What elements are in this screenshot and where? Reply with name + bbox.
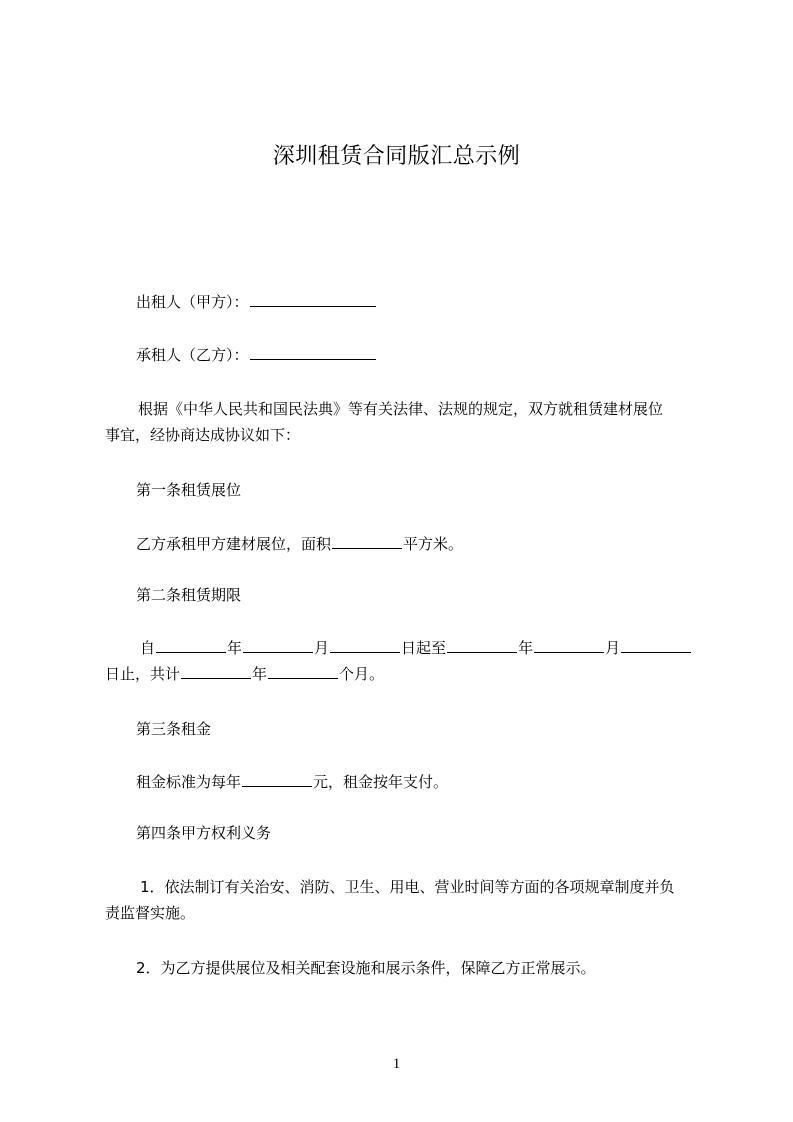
start-month-blank [243, 638, 313, 653]
article-2-heading: 第二条租赁期限 [136, 586, 242, 604]
page-number: 1 [392, 1056, 401, 1072]
term-day-start: 日起至 [401, 639, 447, 657]
term-months-unit: 个月。 [339, 665, 385, 683]
article-4-heading: 第四条甲方权利义务 [136, 824, 272, 842]
rent-text-b: 元，租金按年支付。 [313, 773, 449, 791]
article-1-text [136, 534, 463, 554]
start-year-blank [156, 638, 226, 653]
rent-amount-blank [242, 772, 312, 787]
start-day-blank [330, 638, 400, 653]
total-months-blank [268, 664, 338, 679]
article-3-heading: 第三条租金 [136, 720, 212, 738]
lessor-blank [250, 292, 376, 307]
term-month-1: 月 [314, 639, 330, 657]
article-1-text-b: 平方米。 [403, 535, 464, 553]
term-year-1: 年 [227, 639, 243, 657]
term-line-1 [140, 638, 692, 658]
end-month-blank [534, 638, 604, 653]
document-title: 深圳租赁合同版汇总示例 [272, 144, 521, 169]
item-2: 2．为乙方提供展位及相关配套设施和展示条件，保障乙方正常展示。 [136, 959, 596, 977]
article-1-text-a: 乙方承租甲方建材展位，面积 [136, 535, 332, 553]
end-year-blank [447, 638, 517, 653]
rent-text-a: 租金标准为每年 [136, 773, 242, 791]
rent-line [136, 772, 448, 792]
term-end-day: 日止，共计 [105, 665, 181, 683]
term-year-3: 年 [252, 665, 268, 683]
lessor-label: 出租人（甲方）： [136, 293, 249, 311]
term-line-2 [105, 664, 384, 684]
lessor-line [136, 292, 377, 312]
term-month-2: 月 [605, 639, 621, 657]
item-1-line-1: 1．依法制订有关治安、消防、卫生、用电、营业时间等方面的各项规章制度并负 [140, 878, 675, 896]
area-blank [332, 534, 402, 549]
lessee-label: 承租人（乙方）： [136, 346, 249, 364]
item-1-line-2: 责监督实施。 [105, 904, 196, 922]
term-from: 自 [140, 639, 156, 657]
end-day-blank [621, 638, 691, 653]
lessee-line [136, 345, 377, 365]
lessee-blank [250, 345, 376, 360]
intro-line-2: 事宜，经协商达成协议如下： [105, 426, 301, 444]
article-1-heading: 第一条租赁展位 [136, 481, 242, 499]
intro-line-1: 根据《中华人民共和国民法典》等有关法律、法规的规定，双方就租赁建材展位 [138, 400, 664, 418]
term-year-2: 年 [518, 639, 534, 657]
total-years-blank [181, 664, 251, 679]
